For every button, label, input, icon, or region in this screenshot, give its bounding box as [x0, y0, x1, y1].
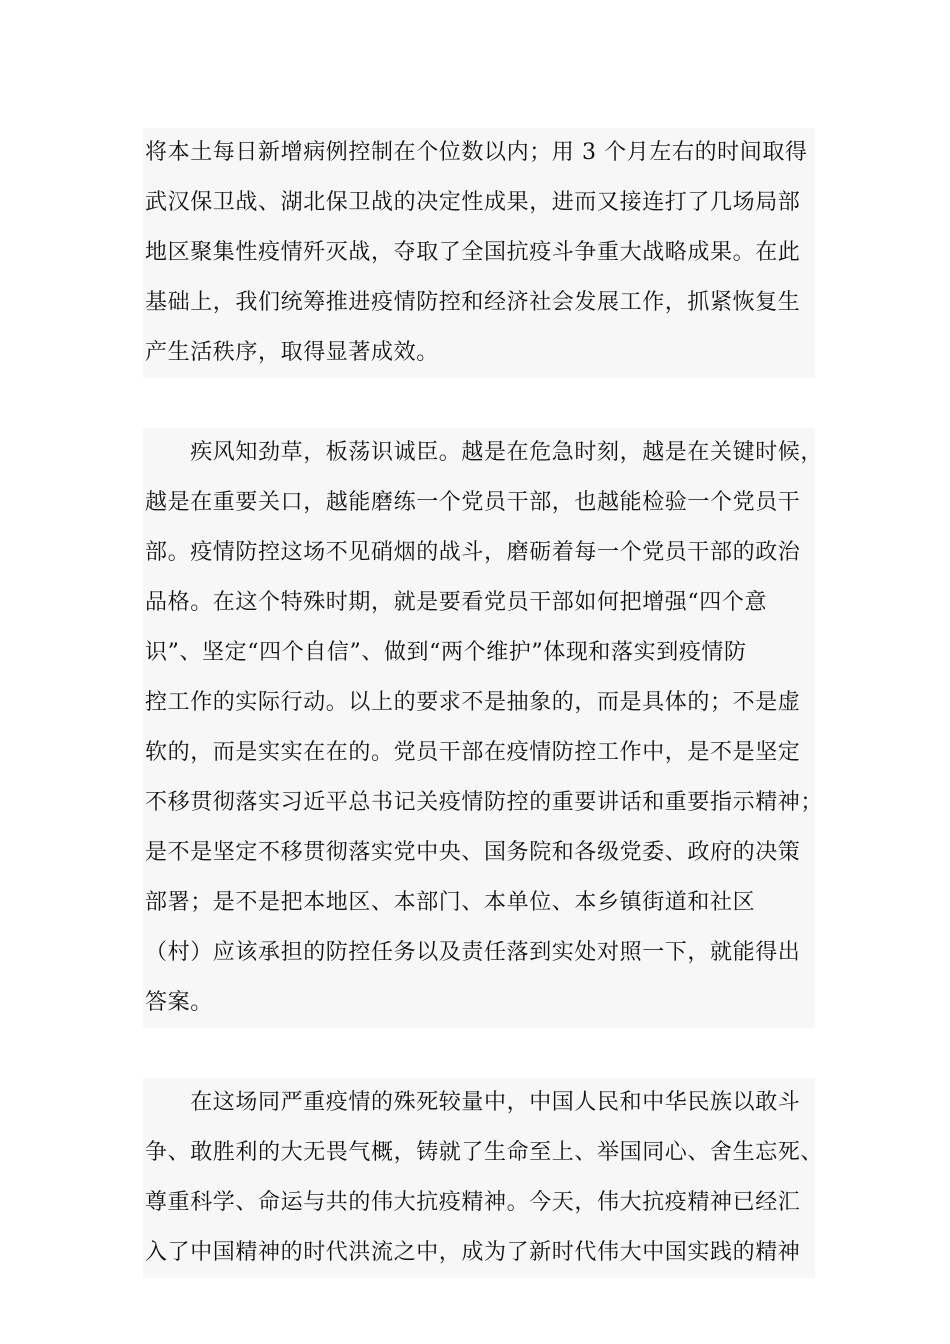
- document-body: [143, 128, 824, 1278]
- paragraph-spacer: [143, 378, 815, 428]
- text-line: （村）应该承担的防控任务以及责任落到实处对照一下，就能得出: [145, 940, 801, 965]
- paragraph-2: [143, 428, 824, 1028]
- text-line: 不移贯彻落实习近平总书记关疫情防控的重要讲话和重要指示精神；: [145, 790, 824, 815]
- text-line: 将本土每日新增病例控制在个位数以内；用 3 个月左右的时间取得: [145, 140, 808, 165]
- text-line: 软的，而是实实在在的。党员干部在疫情防控工作中，是不是坚定: [145, 740, 801, 765]
- text-line: 尊重科学、命运与共的伟大抗疫精神。今天，伟大抗疫精神已经汇: [145, 1190, 801, 1215]
- text-line: 武汉保卫战、湖北保卫战的决定性成果，进而又接连打了几场局部: [145, 190, 801, 215]
- text-line: 部。疫情防控这场不见硝烟的战斗，磨砺着每一个党员干部的政治: [145, 540, 801, 565]
- text-line: 控工作的实际行动。以上的要求不是抽象的，而是具体的；不是虚: [145, 690, 801, 715]
- text-line: 产生活秩序，取得显著成效。: [145, 340, 439, 365]
- text-line: 识”、坚定“四个自信”、做到“两个维护”体现和落实到疫情防: [145, 640, 747, 665]
- text-line: 答案。: [145, 990, 213, 1015]
- paragraph-1: [143, 128, 815, 378]
- paragraph-spacer: [143, 1028, 815, 1078]
- text-line: 部署；是不是把本地区、本部门、本单位、本乡镇街道和社区: [145, 890, 756, 915]
- text-line: 争、敢胜利的大无畏气概，铸就了生命至上、举国同心、舍生忘死、: [145, 1140, 824, 1165]
- text-line: 地区聚集性疫情歼灭战，夺取了全国抗疫斗争重大战略成果。在此: [145, 240, 801, 265]
- text-line: 品格。在这个特殊时期，就是要看党员干部如何把增强“四个意: [145, 590, 768, 615]
- text-line: 越是在重要关口，越能磨练一个党员干部，也越能检验一个党员干: [145, 490, 801, 515]
- text-line: 是不是坚定不移贯彻落实党中央、国务院和各级党委、政府的决策: [145, 840, 801, 865]
- text-line: 入了中国精神的时代洪流之中，成为了新时代伟大中国实践的精神: [145, 1240, 801, 1265]
- paragraph-3: [143, 1078, 824, 1278]
- text-line: 在这场同严重疫情的殊死较量中，中国人民和中华民族以敢斗: [145, 1090, 801, 1115]
- text-line: 疾风知劲草，板荡识诚臣。越是在危急时刻，越是在关键时候，: [145, 440, 824, 465]
- text-line: 基础上，我们统筹推进疫情防控和经济社会发展工作，抓紧恢复生: [145, 290, 801, 315]
